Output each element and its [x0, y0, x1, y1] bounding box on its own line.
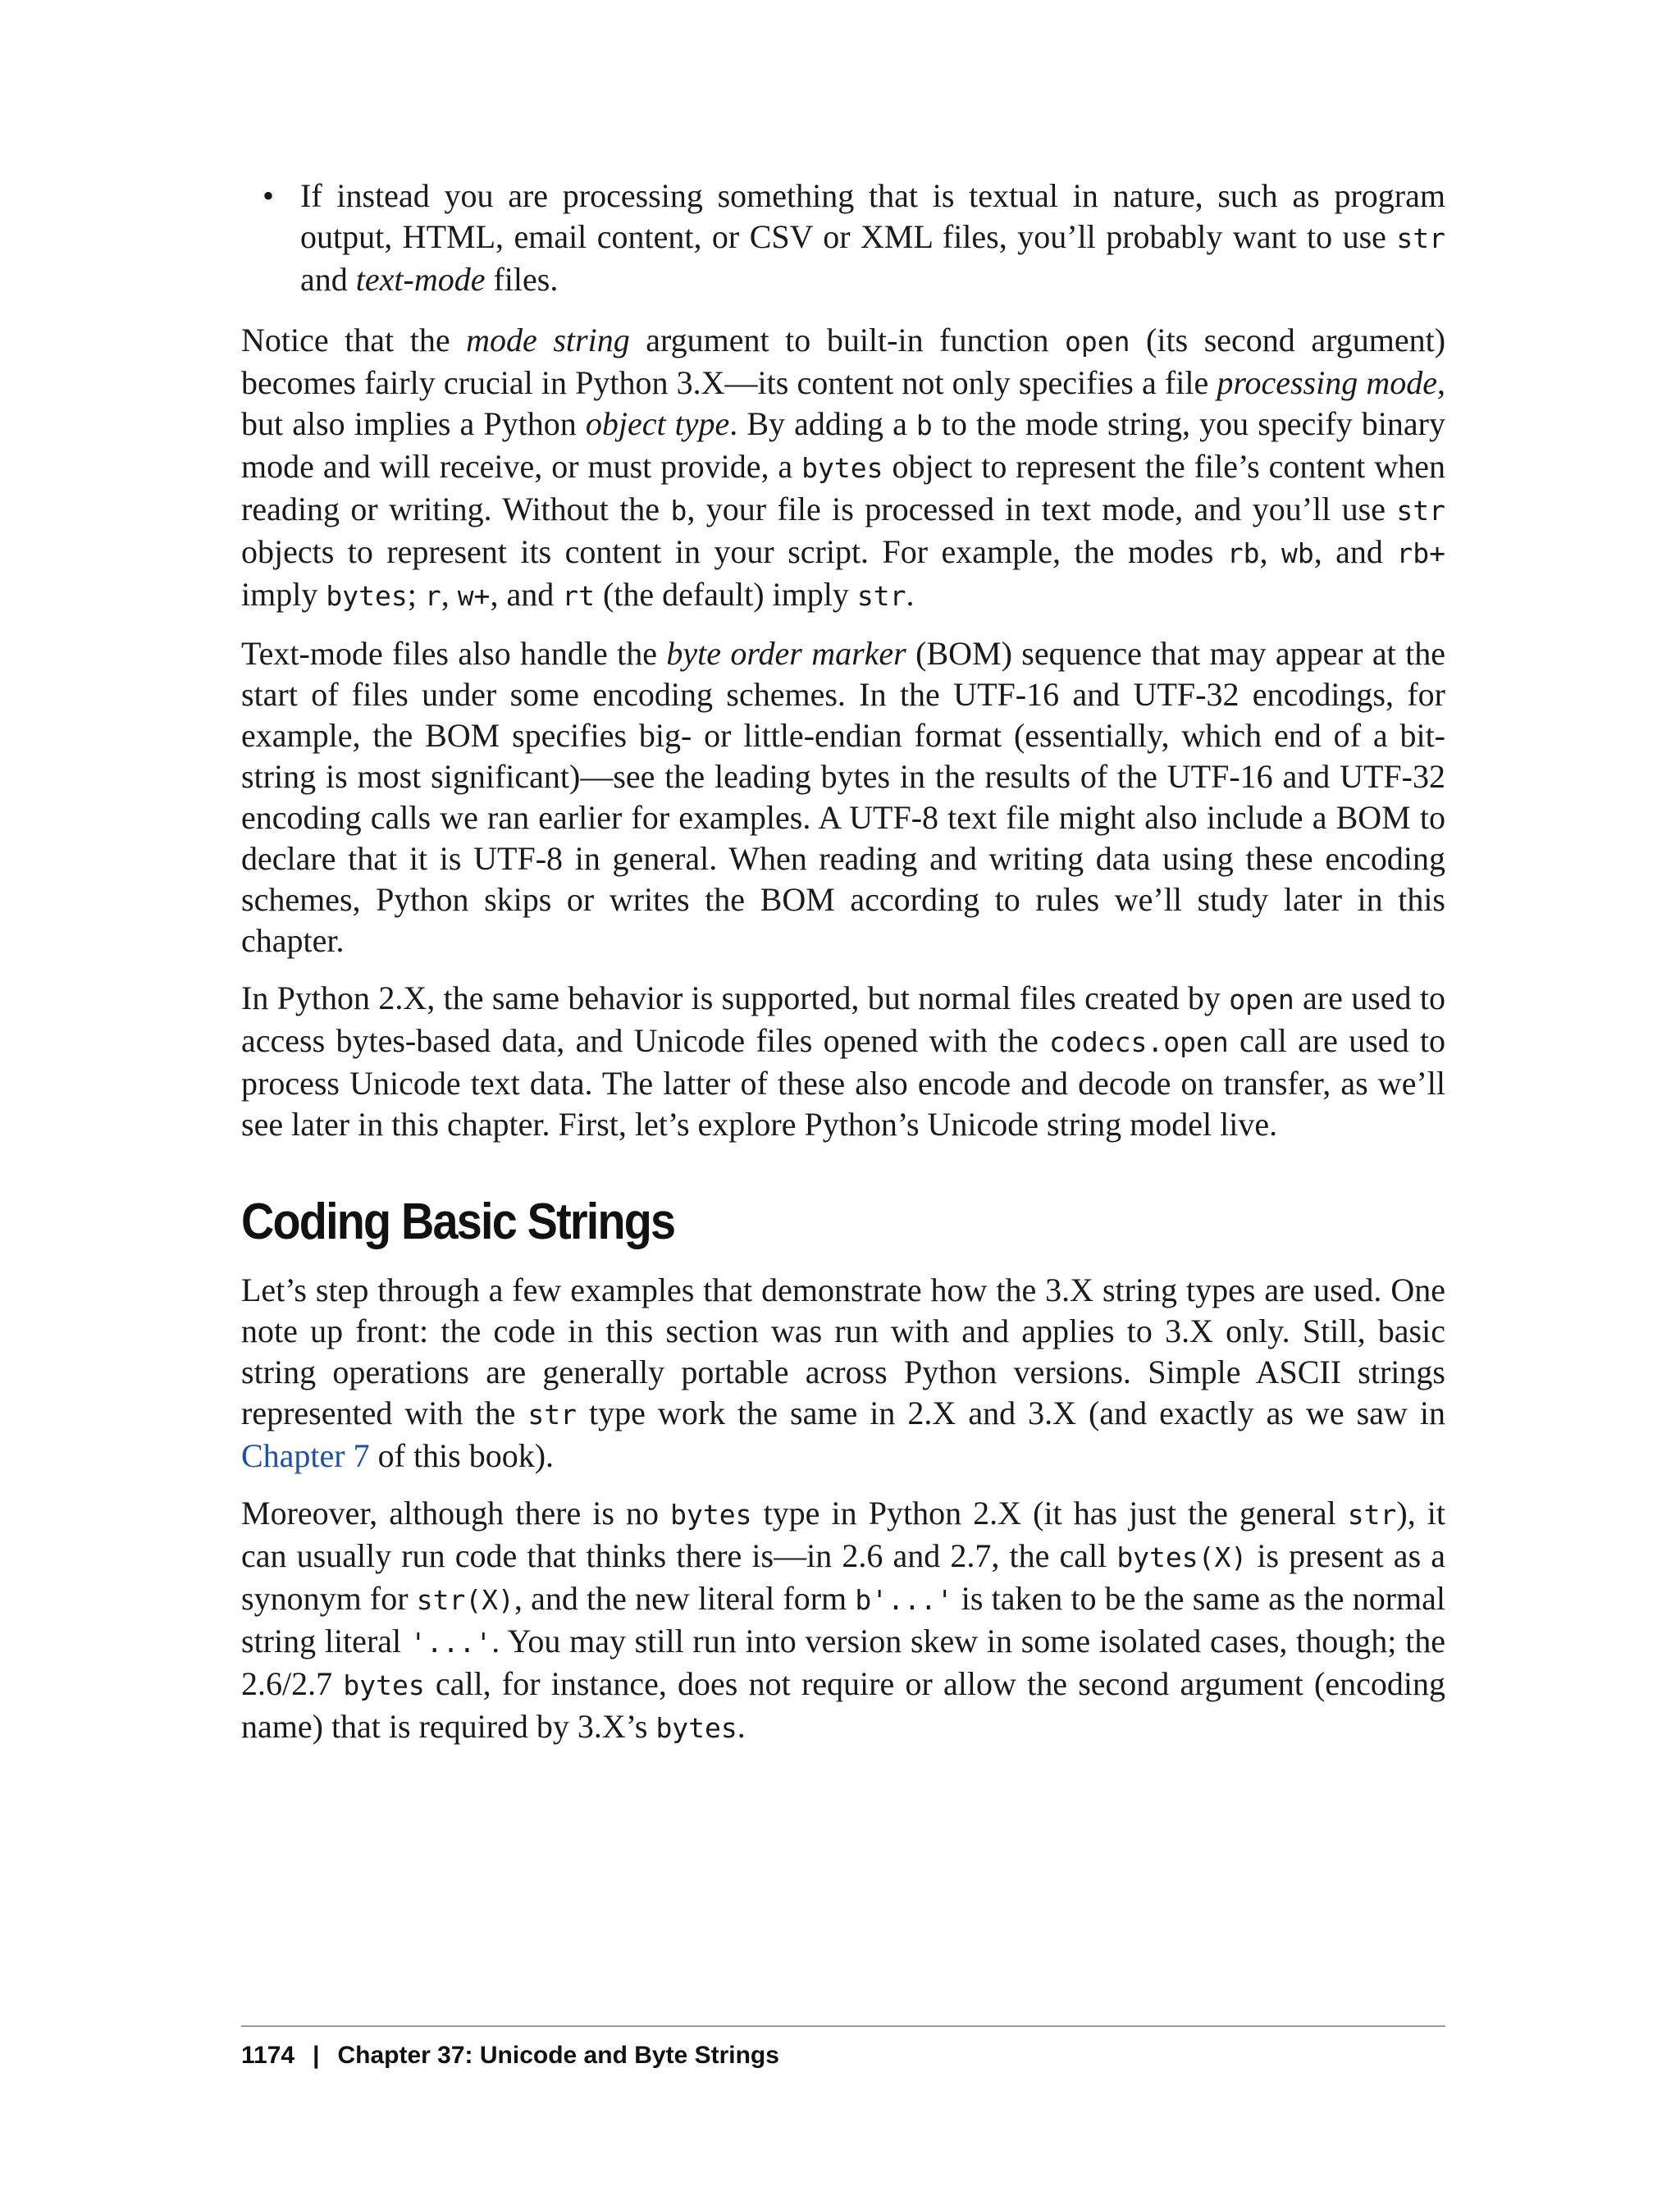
paragraph-bytes-2x: Moreover, although there is no bytes type in Python 2.X (it has just the general str), it can usually run code that thinks there is—in 2.6 and 2.7, the call bytes(X) is present as a synonym for str(X), and the new literal form b'...' is taken to be the same as the normal string literal '...'. You may still run into version skew in some isolated cases, though; the 2.6/2.7 bytes call, for instance, does not require or allow the second argument (encoding name) that is required by 3.X’s bytes.: [241, 1495, 1446, 1745]
section-heading: Coding Basic Strings: [241, 1194, 675, 1250]
page-footer: [241, 2025, 1445, 2070]
page-number: 1174: [241, 2042, 295, 2069]
bullet-item: • If instead you are processing something that is textual in nature, such as program output, HTML, email content, or CSV or XML files, you’ll probably want to use str and text-mode files.: [300, 176, 1445, 300]
bullet-list: [241, 176, 1445, 300]
paragraph-python2: In Python 2.X, the same behavior is supported, but normal files created by open are used to access bytes-based data, and Unicode files opened with the codecs.open call are used to process Unicode text data. The latter of these also encode and decode on transfer, as we’ll see later in this chapter. First, let’s explore Python’s Unicode string model live.: [241, 979, 1446, 1143]
chapter-title: Chapter 37: Unicode and Byte Strings: [337, 2042, 779, 2069]
paragraph-mode-string: Notice that the mode string argument to built-in function open (its second argument) becomes fairly crucial in Python 3.X—its content not only specifies a file processing mode, but also implies a Python object type. By adding a b to the mode string, you specify binary mode and will receive, or must provide, a bytes object to represent the file’s content when reading or writing. Without the b, your file is processed in text mode, and you’ll use str objects to represent its content in your script. For example, the modes rb, wb, and rb+ imply bytes; r, w+, and rt (the default) imply str.: [241, 322, 1446, 613]
paragraph-bom: Text-mode files also handle the byte order marker (BOM) sequence that may appear at the start of files under some encoding schemes. In the UTF-16 and UTF-32 encodings, for example, the BOM specifies big- or little-endian format (essentially, which end of a bit-string is most significant)—see the leading bytes in the results of the UTF-16 and UTF-32 encoding calls we ran earlier for examples. A UTF-8 text file might also include a BOM to declare that it is UTF-8 in general. When reading and writing data using these encoding schemes, Python skips or writes the BOM according to rules we’ll study later in this chapter.: [241, 635, 1445, 959]
chapter-7-link[interactable]: Chapter 7: [241, 1437, 370, 1474]
footer-separator: |: [313, 2042, 320, 2069]
page-body: [241, 176, 1445, 1765]
paragraph-intro: Let’s step through a few examples that demonstrate how the 3.X string types are used. One note up front: the code in this section was run with and applies to 3.X only. Still, basic string operations are generally portable across Python versions. Simple ASCII strings represented with the str type work the same in 2.X and 3.X (and exactly as we saw in Chapter 7 of this book).: [241, 1271, 1445, 1474]
inline-code: str: [1396, 222, 1445, 254]
